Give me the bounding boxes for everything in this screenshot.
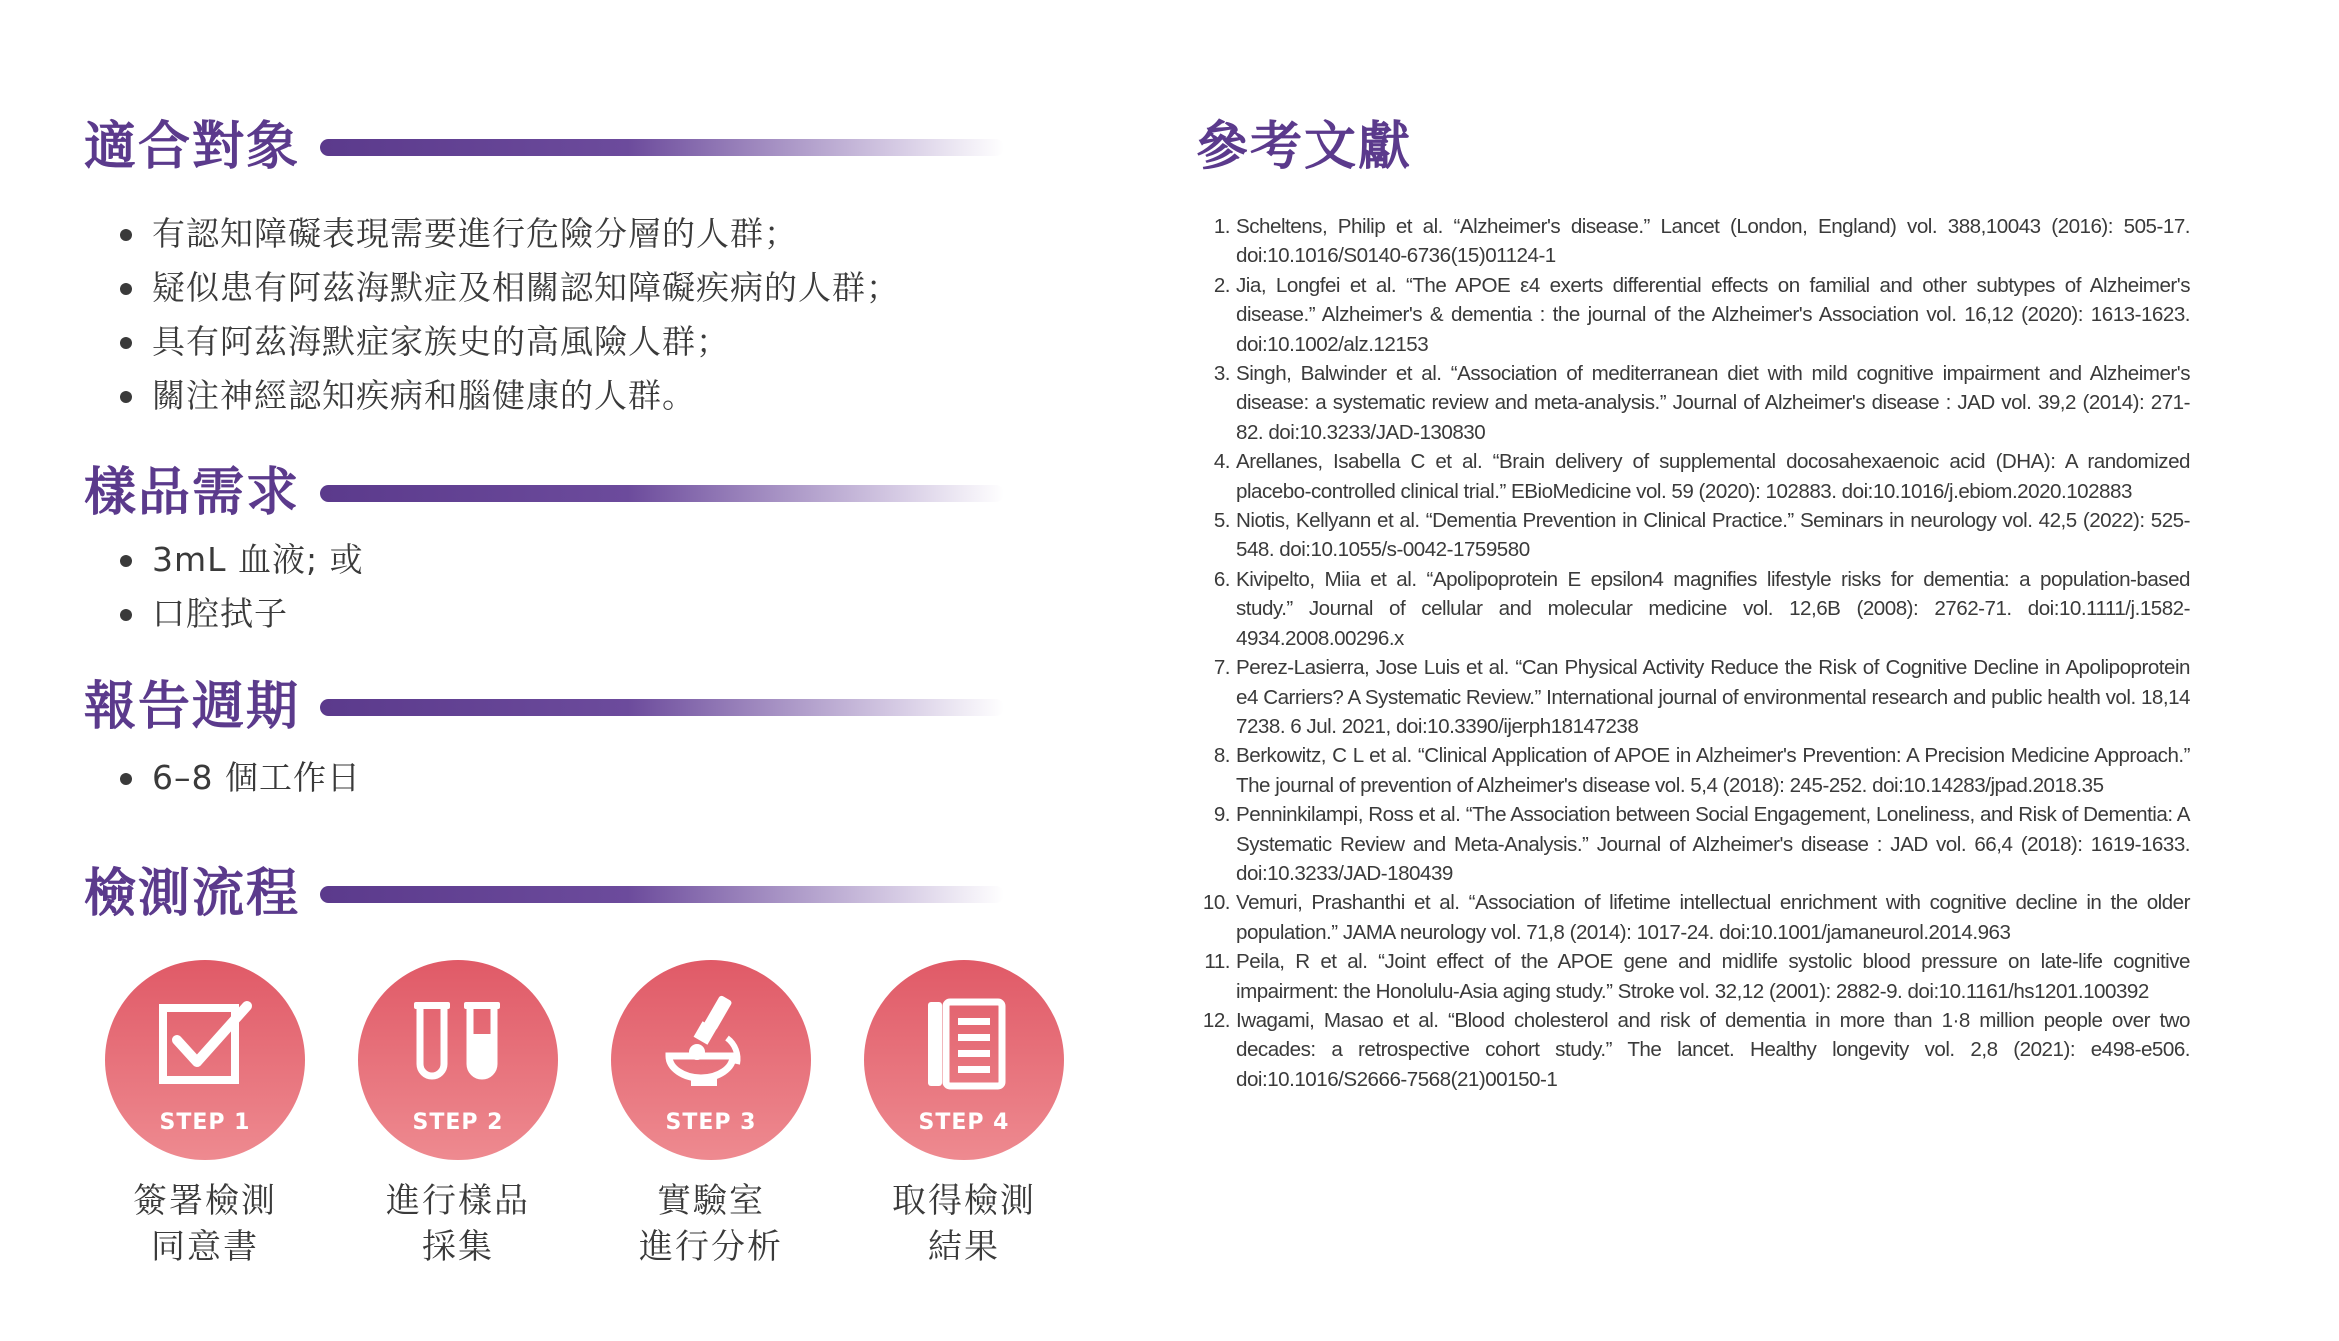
report-icon [914, 994, 1014, 1094]
section-title-report: 報告週期 [84, 677, 301, 737]
list-item: 口腔拭子 [120, 587, 364, 641]
list-item: 6–8 個工作日 [120, 751, 361, 805]
reference-text: Scheltens, Philip et al. “Alzheimer's disease.” Lancet (London, England) vol. 388,10043 (2016): 505-17. doi:10.1016/S0140-6736(15)01124-1 [1236, 215, 2190, 268]
reference-number: 8. [1213, 744, 1230, 768]
step-4 [859, 960, 1069, 1270]
reference-text: Perez-Lasierra, Jose Luis et al. “Can Physical Activity Reduce the Risk of Cognitive Decline in Apolipoprotein e4 Carriers? A Systematic Review.” International journal of environmental research and public health vol. 18,14 7238. 6 Jul. 2021, doi:10.3390/ijerph18147238 [1236, 656, 2190, 738]
reference-number: 10. [1202, 891, 1230, 915]
reference-number: 12. [1202, 1008, 1230, 1032]
list-item: 疑似患有阿茲海默症及相關認知障礙疾病的人群； [120, 261, 900, 315]
section-title-process: 檢測流程 [84, 864, 301, 924]
reference-number: 7. [1213, 656, 1230, 680]
reference-number: 9. [1213, 803, 1230, 827]
reference-text: Vemuri, Prashanthi et al. “Association of lifetime intellectual enrichment with cognitive decline in the older population.” JAMA neurology vol. 71,8 (2014): 1017-24. doi:10.1001/jamaneurol.2014.963 [1236, 891, 2190, 944]
left-column [0, 0, 1120, 1341]
section-divider-bar [320, 485, 1004, 502]
reference-number: 5. [1213, 509, 1230, 533]
reference-number: 1. [1213, 215, 1230, 238]
step-circle [611, 960, 811, 1160]
target-list [120, 207, 900, 423]
reference-item [1190, 947, 2190, 1006]
test-tubes-icon [408, 994, 508, 1094]
reference-item [1190, 888, 2190, 947]
section-title-target: 適合對象 [84, 117, 301, 177]
reference-text: Singh, Balwinder et al. “Association of mediterranean diet with mild cognitive impairment and Alzheimer's disease: a systematic review and meta-analysis.” Journal of Alzheimer's disease : JAD vol. 39,2 (2014): 271-82. doi:10.3233/JAD-130830 [1236, 362, 2190, 444]
step-label: STEP 3 [665, 1110, 757, 1135]
section-divider-bar [320, 886, 1004, 903]
reference-text: Iwagami, Masao et al. “Blood cholesterol and risk of dementia in more than 1·8 million people over two decades: a retrospective cohort study.” The lancet. Healthy longevity vol. 2,8 (2021): e498-e506. doi:10.1016/S2666-7568(21)00150-1 [1236, 1008, 2190, 1091]
step-circle [864, 960, 1064, 1160]
microscope-icon [661, 994, 761, 1094]
step-3 [606, 960, 816, 1270]
reference-item [1190, 741, 2190, 800]
step-caption: 實驗室 進行分析 [639, 1181, 783, 1267]
reference-text: Berkowitz, C L et al. “Clinical Application of APOE in Alzheimer's Prevention: A Precision Medicine Approach.” The journal of prevention of Alzheimer's disease vol. 5,4 (2018): 245-252. doi:10.14283/jpad.2018.35 [1236, 744, 2190, 797]
checkbox-icon [155, 994, 255, 1094]
list-item: 具有阿茲海默症家族史的高風險人群； [120, 315, 900, 369]
step-circle [105, 960, 305, 1160]
step-caption: 進行樣品 採集 [386, 1181, 530, 1267]
sample-list [120, 533, 364, 641]
reference-text: Kivipelto, Miia et al. “Apolipoprotein E epsilon4 magnifies lifestyle risks for dementia: a population-based study.” Journal of cellular and molecular medicine vol. 12,6B (2008): 2762-71. doi:10.1111/j.1582-4934.2008.00296.x [1236, 567, 2190, 650]
reference-item [1190, 271, 2190, 359]
step-caption: 簽署檢測 同意書 [133, 1181, 277, 1267]
list-item: 3mL 血液; 或 [120, 533, 364, 587]
reference-text: Penninkilampi, Ross et al. “The Association between Social Engagement, Loneliness, and Risk of Dementia: A Systematic Review and Meta-Analysis.” Journal of Alzheimer's disease : JAD vol. 66,4 (2018): 1619-1633. doi:10.3233/JAD-180439 [1236, 803, 2190, 885]
section-process-header [84, 859, 1004, 929]
reference-number: 11. [1204, 950, 1230, 974]
step-1 [100, 960, 310, 1270]
reference-text: Jia, Longfei et al. “The APOE ε4 exerts differential effects on familial and other subtypes of Alzheimer's disease.” Alzheimer's & dementia : the journal of the Alzheimer's Association vol. 16,12 (2020): 1613-1623. doi:10.1002/alz.12153 [1236, 273, 2190, 356]
step-caption: 取得檢測 結果 [892, 1181, 1036, 1267]
reference-text: Arellanes, Isabella C et al. “Brain delivery of supplemental docosahexaenoic acid (DHA): A randomized placebo-controlled clinical trial.” EBioMedicine vol. 59 (2020): 102883. doi:10.1016/j.ebiom.2020.102883 [1236, 450, 2190, 503]
reference-number: 3. [1213, 362, 1230, 386]
reference-text: Peila, R et al. “Joint effect of the APOE gene and midlife systolic blood pressure on late-life cognitive impairment: the Honolulu-Asia aging study.” Stroke vol. 32,12 (2001): 2882-9. doi:10.1161/hs1201.100392 [1236, 950, 2190, 1003]
reference-number: 6. [1213, 567, 1230, 591]
section-divider-bar [320, 699, 1004, 716]
reference-text: Niotis, Kellyann et al. “Dementia Prevention in Clinical Practice.” Seminars in neurology vol. 42,5 (2022): 525-548. doi:10.1055/s-0042-1759580 [1236, 509, 2190, 562]
step-label: STEP 4 [918, 1110, 1010, 1135]
step-2 [353, 960, 563, 1270]
section-report-header [84, 672, 1004, 742]
reference-item [1190, 447, 2190, 506]
list-item: 有認知障礙表現需要進行危險分層的人群； [120, 207, 900, 261]
references-list [1190, 212, 2190, 1094]
step-label: STEP 1 [159, 1110, 251, 1135]
reference-item [1190, 359, 2190, 447]
process-steps [100, 960, 1080, 1300]
references-title: 參考文獻 [1196, 117, 1413, 177]
reference-item [1190, 212, 2190, 271]
section-target-header [84, 112, 1004, 182]
section-title-sample: 樣品需求 [84, 463, 301, 523]
step-label: STEP 2 [412, 1110, 504, 1135]
section-divider-bar [320, 139, 1004, 156]
reference-number: 2. [1213, 273, 1230, 297]
reference-item [1190, 506, 2190, 565]
reference-item [1190, 565, 2190, 653]
list-item: 關注神經認知疾病和腦健康的人群。 [120, 369, 900, 423]
reference-item [1190, 653, 2190, 741]
report-list [120, 751, 361, 805]
reference-item [1190, 800, 2190, 888]
step-circle [358, 960, 558, 1160]
reference-item [1190, 1006, 2190, 1094]
reference-number: 4. [1213, 450, 1230, 474]
section-sample-header [84, 458, 1004, 528]
